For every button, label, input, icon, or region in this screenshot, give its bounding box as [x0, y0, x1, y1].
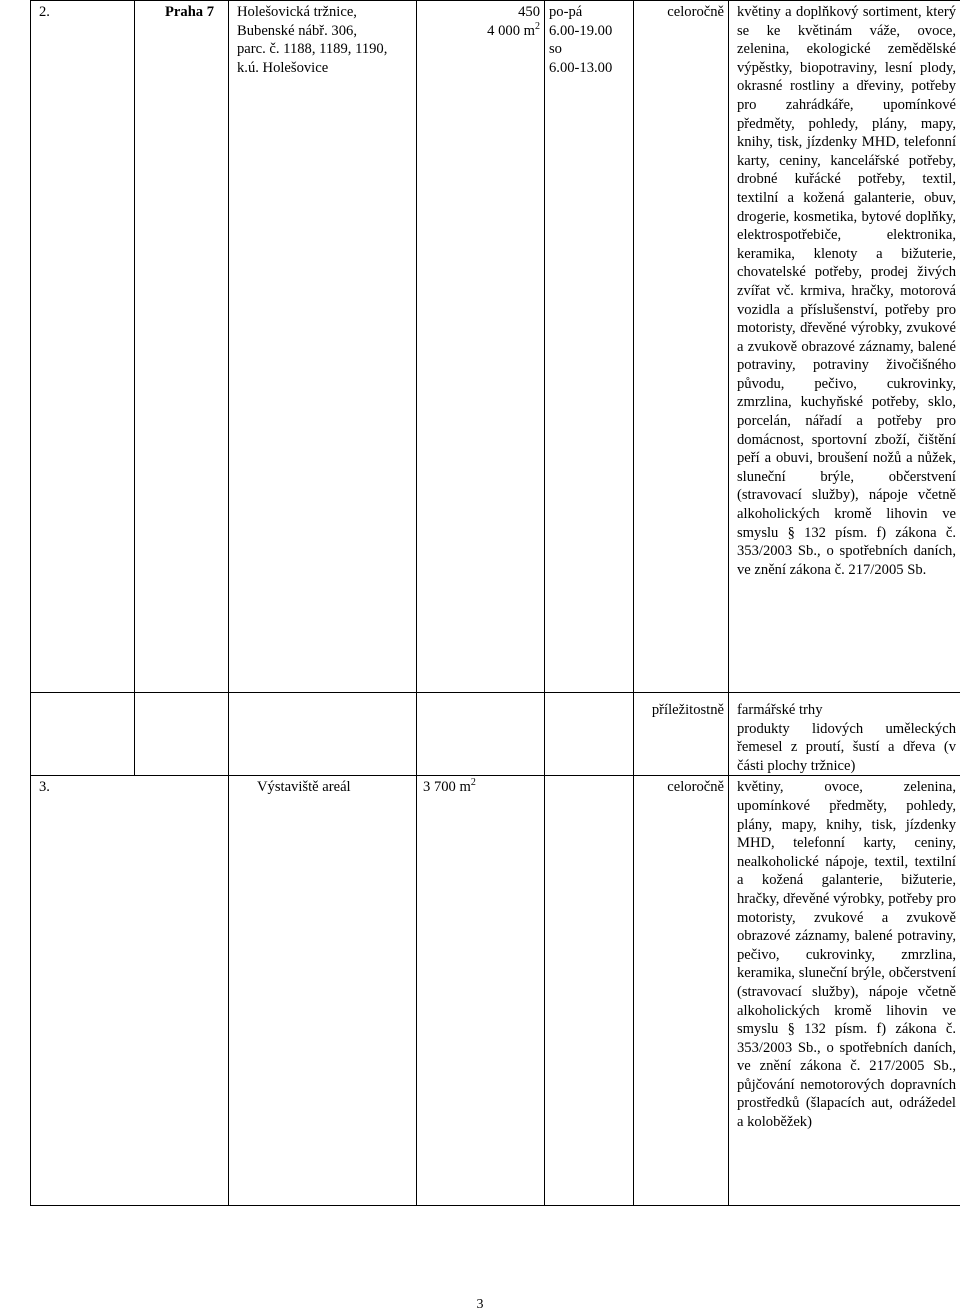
hours-line: 6.00-13.00	[549, 59, 629, 78]
table-row	[31, 776, 960, 1206]
district-cell	[135, 693, 229, 776]
area-value: 3 700 $m^2$	[423, 779, 476, 795]
period-cell: příležitostně	[634, 693, 729, 776]
district-cell: Praha 7	[135, 1, 229, 693]
goods-cell	[729, 693, 960, 776]
location-cell: Holešovická tržnice, Bubenské nábř. 306, parc. č. 1188, 1189, 1190, k.ú. Holešovice	[229, 1, 417, 693]
opening-hours-cell	[545, 693, 634, 776]
area-cell	[417, 1, 545, 693]
area-value: 450	[425, 3, 540, 22]
goods-text: květiny, ovoce, zelenina, upomínkové předměty, pohledy, plány, mapy, knihy, tisk, jízdenky MHD, telefonní karty, ceniny, nealkoholické nápoje, textil, textilní a kožená galanterie, bižuterie, hračky, dřevěné výrobky, potřeby pro motoristy, zvukové a zvukově obrazové záznamy, balené potraviny, pečivo, cukrovinky, zmrzlina, keramika, sluneční brýle, občerstvení (stravovací služby), nápoje včetně alkoholických kromě lihovin ve smyslu § 132 písm. f) zákona č. 353/2003 Sb., o spotřebních daních, ve znění zákona č. 217/2005 Sb., půjčování nemotorových dopravních prostředků (šlapacích aut, odrážedel a koloběžek)	[737, 778, 956, 1131]
table-row	[31, 693, 960, 776]
page-number: 3	[0, 1297, 960, 1313]
opening-hours-cell	[545, 776, 634, 1206]
goods-cell	[729, 776, 960, 1206]
goods-text: květiny a doplňkový sortiment, který se ke květinám váže, ovoce, zelenina, ekologické zemědělské výpěstky, biopotraviny, lesní plody, okrasné rostliny a dřeviny, potřeby pro zahrádkáře, upomínkové předměty, pohledy, plány, mapy, knihy, tisk, jízdenky MHD, telefonní karty, ceniny, kancelářské potřeby, drobné kuřácké potřeby, textil, textilní a kožená galanterie, obuv, drogerie, kosmetika, bytové doplňky, elektrospotřebiče, elektronika, keramika, klenoty a bižuterie, chovatelské potřeby, prodej živých zvířat vč. krmiva, hračky, motorová vozidla a příslušenství, potřeby pro motoristy, dřevěné výrobky, zvukové a zvukově obrazové záznamy, balené potraviny, potraviny živočišného původu, pečivo, cukrovinky, zmrzlina, kuchyňské potřeby, sklo, porcelán, nářadí a potřeby pro domácnost, sportovní zboží, čištění peří a obuvi, broušení nožů a nůžek, sluneční brýle, občerstvení (stravovací služby), nápoje včetně alkoholických kromě lihovin ve smyslu § 132 písm. f) zákona č. 353/2003 Sb., o spotřebních daních, ve znění zákona č. 217/2005 Sb.	[737, 3, 956, 579]
period-cell: celoročně	[634, 776, 729, 1206]
area-cell	[417, 693, 545, 776]
hours-line: 6.00-19.00	[549, 22, 629, 41]
row-number	[31, 693, 135, 776]
period-cell: celoročně	[634, 1, 729, 693]
area-cell	[417, 776, 545, 1206]
row-number: 2.	[31, 1, 135, 693]
table-row	[31, 1, 960, 693]
location-cell: Výstaviště areál	[229, 776, 417, 1206]
goods-text: farmářské trhy	[737, 701, 956, 720]
goods-text: produkty lidových uměleckých řemesel z proutí, šustí a dřeva (v části plochy tržnice)	[737, 720, 956, 776]
opening-hours-cell	[545, 1, 634, 693]
hours-line: po-pá	[549, 3, 629, 22]
location-cell	[229, 693, 417, 776]
market-table	[30, 0, 960, 1206]
hours-line: so	[549, 40, 629, 59]
area-value: 4 000 $m^2$	[425, 22, 540, 41]
goods-cell	[729, 1, 960, 693]
row-number: 3.	[31, 776, 229, 1206]
